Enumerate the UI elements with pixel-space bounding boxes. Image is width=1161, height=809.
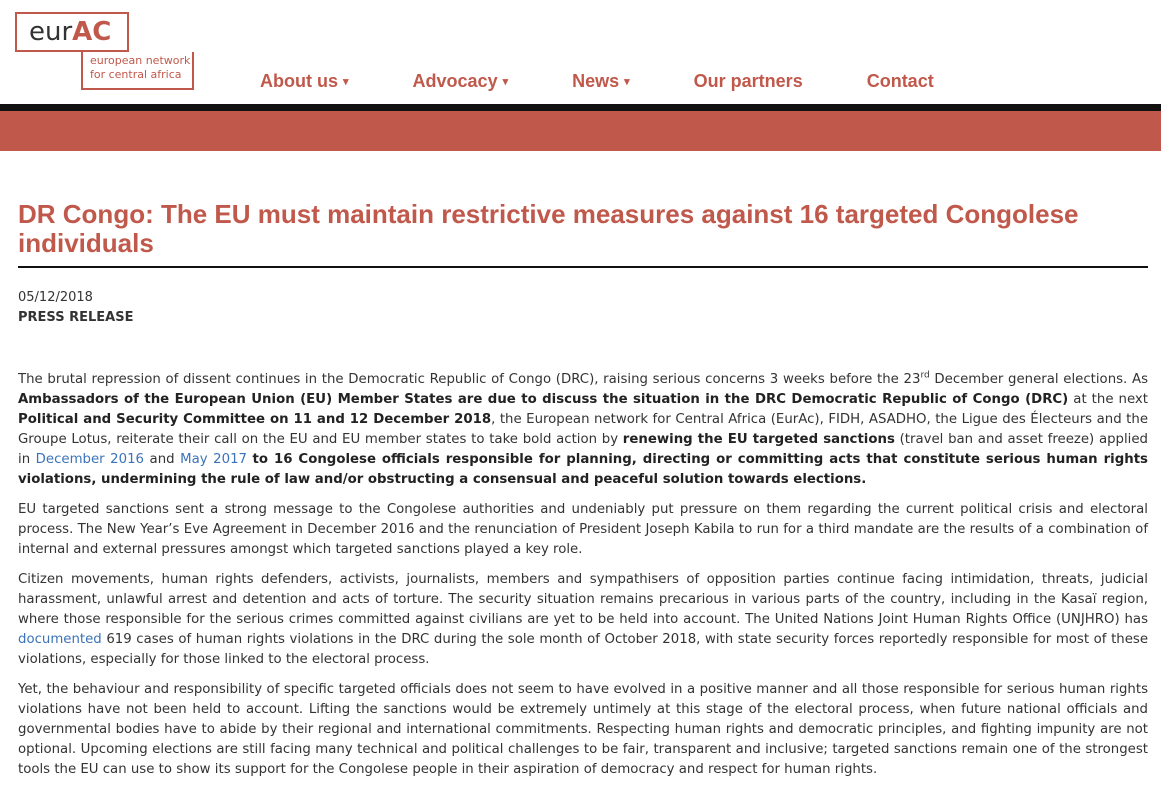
- link-documented[interactable]: documented: [18, 632, 102, 647]
- nav-item-our-partners[interactable]: Our partners: [693, 71, 803, 91]
- chevron-down-icon: ▾: [502, 76, 509, 88]
- chevron-down-icon: ▾: [624, 76, 630, 88]
- logo-tagline-box: [81, 52, 194, 90]
- paragraph-3: Citizen movements, human rights defenders, activists, journalists, members and sympathisers of opposition parties continue facing intimidation, threats, judicial harassment, unlawful arrest and detention and acts of torture. The security situation remains precarious in various parts of the country, including in the Kasaï region, where those responsible for the serious crimes committed against civilians are yet to be held into account. The United Nations Joint Human Rights Office (UNJHRO) has documented 619 cases of human rights violations in the DRC during the sole month of October 2018, with state security forces reportedly responsible for most of these violations, especially for those linked to the electoral process.: [18, 572, 1148, 667]
- article: [18, 200, 1148, 790]
- nav-item-news[interactable]: News ▾: [572, 71, 630, 91]
- accent-banner: [0, 111, 1161, 151]
- main-nav: [260, 71, 998, 92]
- logo-wordmark: eurAC: [29, 17, 112, 47]
- article-type-label: PRESS RELEASE: [18, 310, 134, 325]
- logo-tagline: european network for central africa: [90, 54, 191, 81]
- article-date: 05/12/2018: [18, 290, 93, 305]
- link-december-2016[interactable]: December 2016: [35, 452, 145, 467]
- site-header: [0, 0, 1161, 104]
- paragraph-2: EU targeted sanctions sent a strong message to the Congolese authorities and undeniably put pressure on them regarding the current political crisis and electoral process. The New Year’s Eve Agreement in December 2016 and the renunciation of President Joseph Kabila to run for a third mandate are the results of a combination of internal and external pressures amongst which targeted sanctions played a key role.: [18, 502, 1148, 557]
- paragraph-1: The brutal repression of dissent continues in the Democratic Republic of Congo (DRC), raising serious concerns 3 weeks before the 23rd December general elections. As Ambassadors of the European Union (EU) Member States are due to discuss the situation in the DRC Democratic Republic of Congo (DRC) at the next Political and Security Committee on 11 and 12 December 2018, the European network for Central Africa (EurAc), FIDH, ASADHO, the Ligue des Électeurs and the Groupe Lotus, reiterate their call on the EU and EU member states to take bold action by renewing the EU targeted sanctions (travel ban and asset freeze) applied in December 2016 and May 2017 to 16 Congolese officials responsible for planning, directing or committing acts that constitute serious human rights violations, undermining the rule of law and/or obstructing a consensual and peaceful solution towards elections.: [18, 370, 1148, 487]
- nav-item-about-us[interactable]: About us ▾: [260, 71, 349, 91]
- nav-item-advocacy[interactable]: Advocacy ▾: [412, 71, 509, 91]
- paragraph-4: Yet, the behaviour and responsibility of specific targeted officials does not seem to have evolved in a positive manner and all those responsible for serious human rights violations have not been held to account. Lifting the sanctions would be extremely untimely at this stage of the electoral process, when future national officials and governmental bodies have to abide by their regional and international commitments. Respecting human rights and democratic principles, and fighting impunity are not optional. Upcoming elections are still facing many technical and political challenges to be fair, transparent and inclusive; targeted sanctions remain one of the strongest tools the EU can use to show its support for the Congolese people in their aspiration of democracy and respect for human rights.: [18, 682, 1148, 777]
- page-title: DR Congo: The EU must maintain restrictive measures against 16 targeted Congolese individuals: [18, 200, 1148, 268]
- nav-item-contact[interactable]: Contact: [866, 71, 934, 91]
- header-divider: [0, 104, 1161, 111]
- site-logo[interactable]: [15, 12, 129, 52]
- chevron-down-icon: ▾: [343, 76, 349, 88]
- article-body: [18, 370, 1148, 780]
- link-may-2017[interactable]: May 2017: [180, 452, 247, 467]
